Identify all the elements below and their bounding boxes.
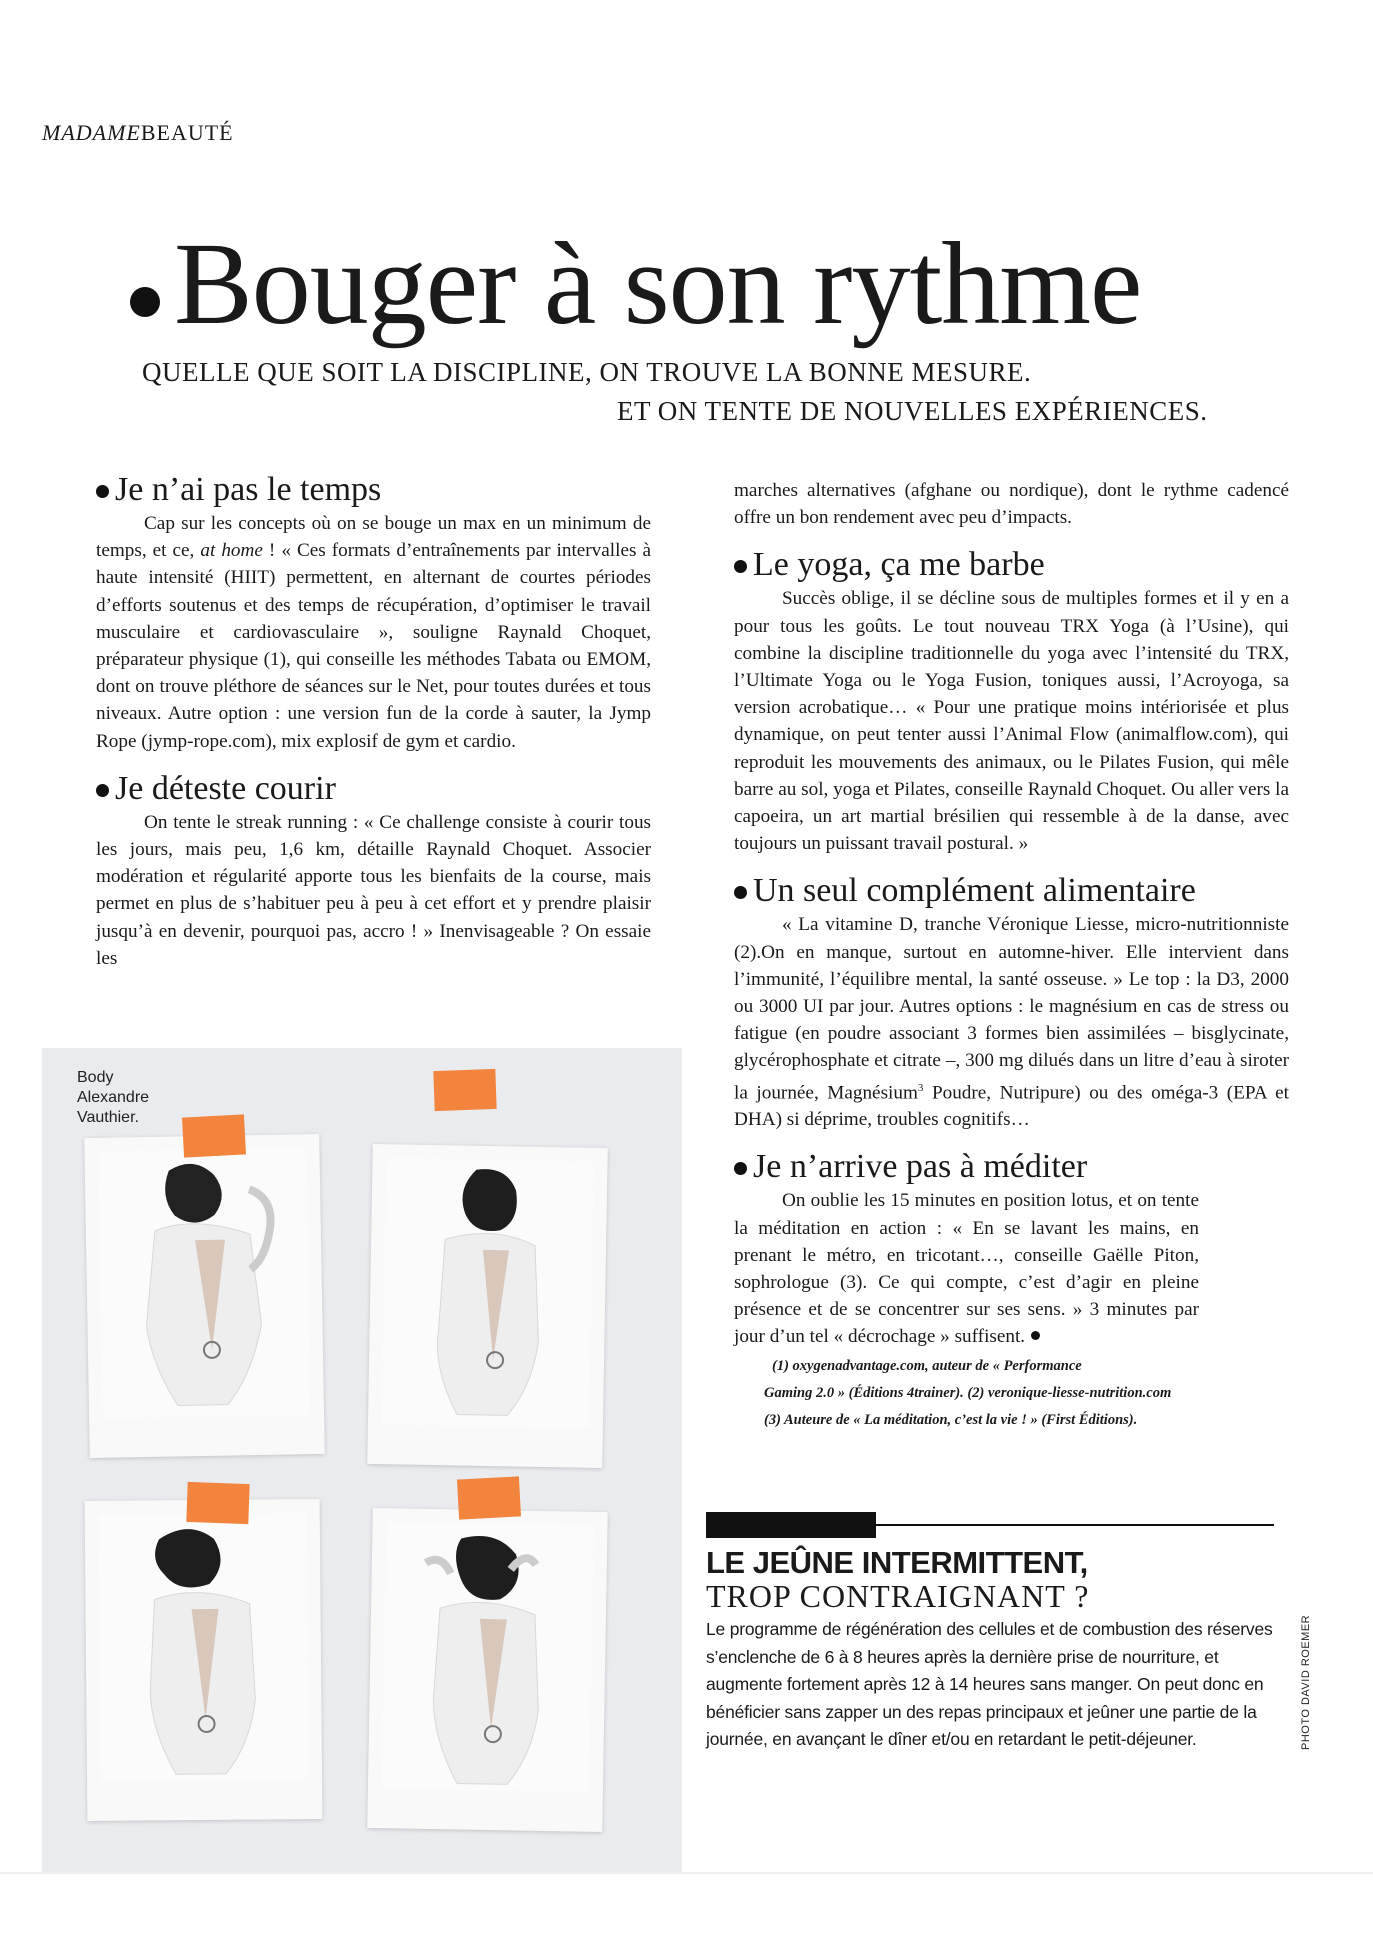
footnote-line: (1) oxygenadvantage.com, auteur de « Performance bbox=[772, 1357, 1082, 1374]
section-paragraph: On tente le streak running : « Ce challenge consiste à courir tous les jours, mais peu, 1,6 km, détaille Raynald Choquet. Associer modération et régularité apporte tous les bienfaits de la course, mais permet en plus de s’habituer peu à peu à cet effort et y prendre plaisir jusqu’à en devenir, pourquoi pas, accro ! » Inenvisageable ? On essaie les bbox=[96, 811, 651, 969]
polaroid-photo bbox=[367, 1508, 608, 1832]
model-photo bbox=[98, 1148, 310, 1418]
footnotes bbox=[734, 1351, 1289, 1434]
section-heading-text: Un seul complément alimentaire bbox=[753, 872, 1196, 910]
page-footer-rule bbox=[0, 1872, 1373, 1874]
model-photo bbox=[382, 1158, 594, 1428]
caption-line: Alexandre bbox=[77, 1089, 150, 1106]
kicker-section: BEAUTÉ bbox=[140, 120, 234, 145]
section-heading-text: Le yoga, ça me barbe bbox=[753, 546, 1045, 584]
right-column bbox=[734, 477, 1289, 1434]
superscript: 3 bbox=[917, 1081, 924, 1094]
paragraph-italic: at home bbox=[200, 540, 263, 562]
photo-polaroids bbox=[42, 1048, 682, 1873]
section-heading bbox=[734, 871, 1289, 911]
model-photo bbox=[99, 1513, 308, 1781]
tape-strip bbox=[457, 1476, 521, 1519]
bullet-icon bbox=[734, 886, 747, 899]
photo-caption bbox=[77, 1068, 149, 1128]
section-yoga bbox=[734, 545, 1289, 857]
tape-strip bbox=[182, 1114, 246, 1157]
section-heading bbox=[96, 470, 651, 510]
tape-strip bbox=[186, 1482, 249, 1524]
section-paragraph-continued: marches alternatives (afghane ou nordique), dont le rythme cadencé offre un bon rendement avec peu d’impacts. bbox=[734, 480, 1289, 529]
polaroid-photo bbox=[84, 1134, 325, 1458]
polaroid-photo bbox=[367, 1144, 608, 1468]
bullet-icon bbox=[96, 485, 109, 498]
section-meditation bbox=[734, 1147, 1289, 1350]
section-hate-running bbox=[96, 769, 651, 972]
article-title-text: Bouger à son rythme bbox=[174, 218, 1142, 349]
bullet-icon bbox=[734, 1162, 747, 1175]
footnote-line: (3) Auteure de « La méditation, c’est la vie ! » (First Éditions). bbox=[764, 1411, 1138, 1428]
sidebar-subheading: TROP CONTRAIGNANT ? bbox=[706, 1578, 1090, 1614]
section-heading-text: Je n’ai pas le temps bbox=[115, 471, 382, 508]
section-heading bbox=[734, 545, 1289, 585]
section-heading-text: Je n’arrive pas à méditer bbox=[753, 1148, 1088, 1186]
sidebar-box bbox=[706, 1512, 1274, 1754]
section-heading bbox=[734, 1147, 1289, 1187]
paragraph-text: ! « Ces formats d’entraînements par intervalles à haute intensité (HIIT) permettent, en alternant de courtes périodes d’efforts soutenus et des temps de récupération, d’optimiser le travail musculaire et cardiovasculaire », souligne Raynald Choquet, préparateur physique (1), qui conseille les méthodes Tabata ou EMOM, dont on trouve pléthore de séances sur le Net, pour toutes durées et tous niveaux. Autre option : une version fun de la corde à sauter, la Jymp Rope (jymp-rope.com), mix explosif de gym et cardio. bbox=[96, 540, 651, 752]
tape-strip bbox=[433, 1069, 496, 1111]
section-heading bbox=[96, 769, 651, 809]
caption-line: Vauthier. bbox=[77, 1109, 139, 1126]
section-paragraph: Succès oblige, il se décline sous de multiples formes et il y en a pour tous les goûts. Le tout nouveau TRX Yoga (à l’Usine), qui combine la discipline traditionnelle du yoga avec l’intensité du TRX, l’Ultimate Yoga ou le Yoga Fusion, toniques aussi, l’Acroyoga, sa version acrobatique… « Pour une pratique moins intériorisée et plus dynamique, on peut tenter aussi l’Animal Flow (animalflow.com), qui reproduit les mouvements des animaux, ou le Pilates Fusion, qui mêle barre au sol, yoga et Pilates, conseille Raynald Choquet. Ou aller vers la capoeira, un art martial brésilien qui ressemble à de la danse, avec toujours un puissant travail postural. » bbox=[734, 588, 1289, 855]
section-supplement bbox=[734, 871, 1289, 1133]
paragraph-text: « La vitamine D, tranche Véronique Liesse, micro-nutritionniste (2).On en manque, surtout en automne-hiver. Elle intervient dans l’immunité, l’équilibre mental, la santé osseuse. » Le top : la D3, 2000 ou 3000 UI par jour. Autres options : le magnésium en cas de stress ou fatigue (en poudre associant 3 formes bien assimilées – bisglycinate, glycérophosphate et citrate –, 300 mg dilués dans un litre d’eau à siroter la journée, Magnésium bbox=[734, 914, 1289, 1104]
caption-line: Body bbox=[77, 1069, 114, 1086]
sidebar-body: Le programme de régénération des cellules et de combustion des réserves s’enclenche de 6 à 8 heures après la dernière prise de nourriture, et augmente fortement après 12 à 14 heures sans manger. On peut donc en bénéficier sans zapper un des repas principaux et jeûner une partie de la journée, en avançant le dîner et/ou en retardant le petit-déjeuner. bbox=[706, 1619, 1273, 1749]
article-title bbox=[130, 218, 1290, 349]
bullet-icon bbox=[734, 560, 747, 573]
article-subtitle-line2: ET ON TENTE DE NOUVELLES EXPÉRIENCES. bbox=[617, 396, 1208, 426]
section-paragraph bbox=[96, 510, 651, 755]
footnote-line: Gaming 2.0 » (Éditions 4trainer). (2) veronique-liesse-nutrition.com bbox=[764, 1384, 1172, 1401]
section-kicker bbox=[42, 120, 234, 146]
article-subtitle-line1: QUELLE QUE SOIT LA DISCIPLINE, ON TROUVE LA BONNE MESURE. bbox=[142, 357, 1032, 387]
section-no-time bbox=[96, 470, 651, 755]
left-column bbox=[96, 470, 651, 972]
kicker-magazine: MADAME bbox=[42, 120, 141, 145]
sidebar-heading: LE JEÛNE INTERMITTENT, bbox=[706, 1545, 1088, 1580]
paragraph-text: On oublie les 15 minutes en position lotus, et on tente la méditation en action : « En se lavant les mains, en prenant le métro, en tricotant…, conseille Gaëlle Piton, sophrologue (3). Ce qui compte, c’est d’agir en pleine présence et de se concentrer sur ses sens. » 3 minutes par jour d’un tel « décrochage » suffisent. bbox=[734, 1190, 1199, 1348]
section-paragraph bbox=[734, 911, 1289, 1133]
section-heading-text: Je déteste courir bbox=[115, 769, 336, 807]
bullet-icon bbox=[96, 784, 109, 797]
sidebar-rule bbox=[706, 1512, 1274, 1538]
paragraph-text: Poudre, Nutripure) ou des oméga-3 (EPA et DHA) si déprime, troubles cognitifs… bbox=[734, 1082, 1289, 1131]
end-bullet-icon bbox=[1031, 1331, 1040, 1340]
paragraph-text: Cap sur les concepts où on se bouge un max en un minimum de temps, et ce, bbox=[96, 513, 651, 562]
section-paragraph bbox=[734, 1187, 1289, 1350]
polaroid-photo bbox=[85, 1499, 323, 1821]
bullet-icon bbox=[130, 287, 160, 317]
photo-credit: PHOTO DAVID ROEMER bbox=[1300, 1614, 1312, 1750]
model-photo bbox=[382, 1522, 594, 1792]
